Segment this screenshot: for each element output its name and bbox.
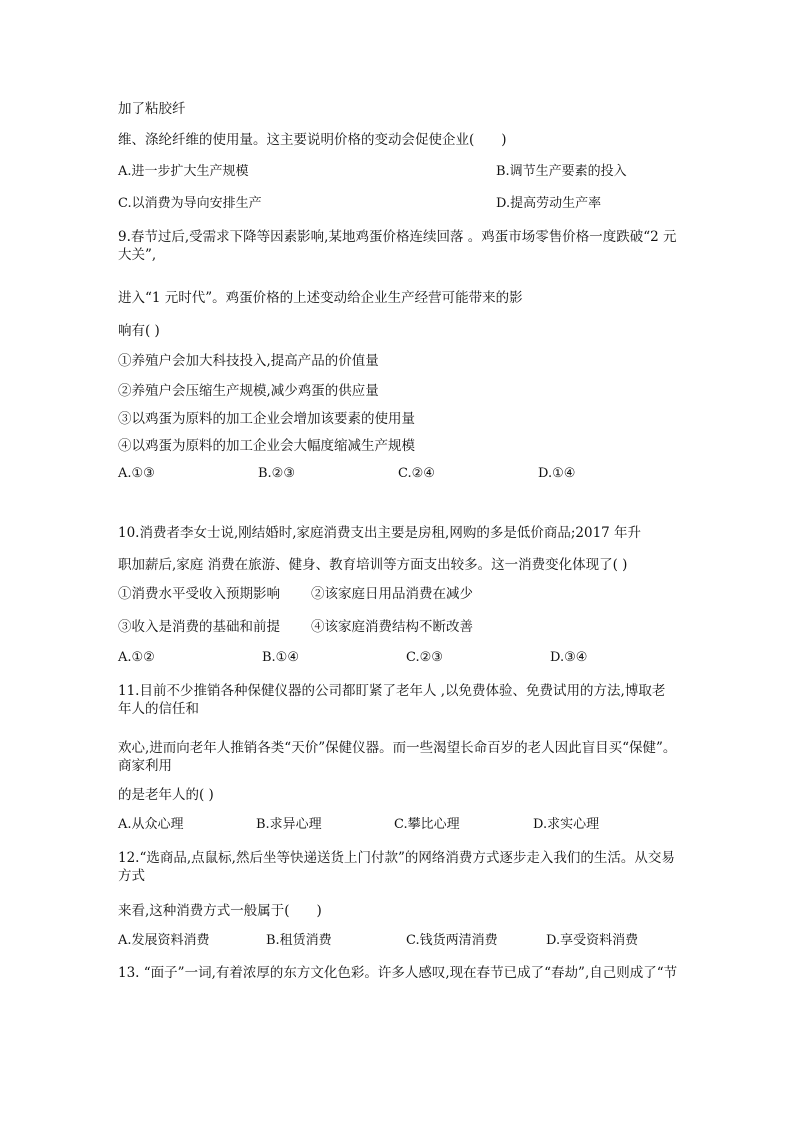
option-a: A.①② — [118, 650, 155, 665]
question-13: 13. “面子”一词,有着浓厚的东方文化色彩。许多人感叹,现在春节已成了“春劫”,自己则成了“节 — [118, 965, 678, 981]
option-b: B.①④ — [262, 650, 299, 665]
option-b: B.租赁消费 — [266, 933, 332, 948]
option-c: C.②④ — [398, 466, 435, 481]
list-item: ④该家庭消费结构不断改善 — [311, 619, 473, 635]
option-b: B.求异心理 — [256, 817, 322, 832]
question-10: 10.消费者李女士说,刚结婚时,家庭消费支出主要是房租,网购的多是低价商品;2017 年升 — [118, 525, 642, 541]
option-d: D.①④ — [538, 466, 576, 481]
option-b: B.调节生产要素的投入 — [496, 164, 627, 179]
list-item: ②该家庭日用品消费在减少 — [311, 586, 473, 602]
question-12: 12.“选商品,点鼠标,然后坐等快递送货上门付款”的网络消费方式逐步走入我们的生活。从交易方式 — [118, 850, 675, 884]
option-a: A.从众心理 — [118, 817, 184, 832]
text-line: 响有( ) — [118, 323, 160, 339]
text-line: 的是老年人的( ) — [118, 787, 214, 803]
text-line: 加了粘胶纤 — [118, 101, 186, 117]
option-d: D.求实心理 — [533, 817, 600, 832]
option-a: A.①③ — [118, 466, 155, 481]
option-c: C.②③ — [406, 650, 443, 665]
list-item: ①养殖户会加大科技投入,提高产品的价值量 — [118, 353, 379, 369]
option-c: C.以消费为导向安排生产 — [118, 196, 262, 211]
option-a: A.发展资料消费 — [118, 933, 210, 948]
option-b: B.②③ — [258, 466, 295, 481]
option-c: C.攀比心理 — [394, 817, 460, 832]
option-d: D.③④ — [550, 650, 588, 665]
text-line: 来看,这种消费方式一般属于( ) — [118, 903, 322, 919]
list-item: ①消费水平受收入预期影响 — [118, 586, 280, 602]
text-line: 维、涤纶纤维的使用量。这主要说明价格的变动会促使企业( ) — [118, 132, 507, 148]
option-d: D.享受资料消费 — [546, 933, 639, 948]
option-a: A.进一步扩大生产规模 — [118, 164, 249, 179]
option-d: D.提高劳动生产率 — [496, 196, 602, 211]
option-c: C.钱货两清消费 — [406, 933, 498, 948]
list-item: ②养殖户会压缩生产规模,减少鸡蛋的供应量 — [118, 383, 379, 399]
question-11: 11.目前不少推销各种保健仪器的公司都盯紧了老年人 ,以免费体验、免费试用的方法,博取老年人的信任和 — [118, 683, 666, 717]
list-item: ③收入是消费的基础和前提 — [118, 619, 280, 635]
text-line: 职加薪后,家庭 消费在旅游、健身、教育培训等方面支出较多。这一消费变化体现了( ) — [118, 557, 628, 573]
text-line: 进入“1 元时代”。鸡蛋价格的上述变动给企业生产经营可能带来的影 — [118, 290, 523, 306]
question-9: 9.春节过后,受需求下降等因素影响,某地鸡蛋价格连续回落 。鸡蛋市场零售价格一度跌破“2 元大关”, — [118, 229, 677, 263]
list-item: ④以鸡蛋为原料的加工企业会大幅度缩减生产规模 — [118, 438, 415, 454]
list-item: ③以鸡蛋为原料的加工企业会增加该要素的使用量 — [118, 411, 415, 427]
text-line: 欢心,进而向老年人推销各类“天价”保健仪器。而一些渴望长命百岁的老人因此盲目买“保健”。商家利用 — [118, 740, 677, 774]
